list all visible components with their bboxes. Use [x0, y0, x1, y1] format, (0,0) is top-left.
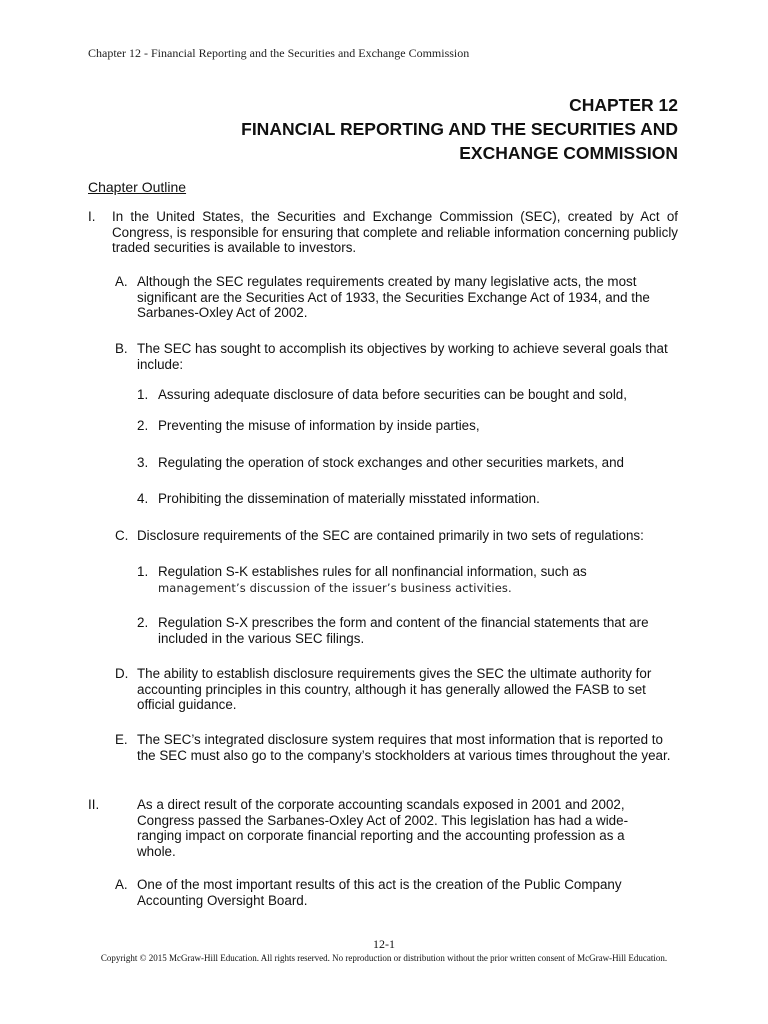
item-number: 2.: [137, 615, 149, 630]
outline-item-II-A: [115, 877, 655, 908]
copyright-notice: Copyright © 2015 McGraw-Hill Education. All rights reserved. No reproduction or distribution without the prior written consent of McGraw-Hill Education.: [100, 953, 668, 963]
item-text: The ability to establish disclosure requirements gives the SEC the ultimate authority for accounting principles in this country, although it has generally allowed the FASB to set official guidance.: [137, 666, 652, 712]
item-number: 3.: [137, 455, 149, 470]
item-number: C.: [115, 528, 129, 543]
item-text: Regulating the operation of stock exchanges and other securities markets, and: [158, 455, 624, 470]
item-text: The SEC’s integrated disclosure system requires that most information that is reported to the SEC must also go to the company’s stockholders at various times throughout the year.: [137, 732, 671, 763]
item-number: A.: [115, 274, 128, 289]
item-text: In the United States, the Securities and Exchange Commission (SEC), created by Act of Congress, is responsible for ensuring that complete and reliable information concerning publicly traded securities is available to investors.: [112, 209, 678, 255]
item-text: Disclosure requirements of the SEC are contained primarily in two sets of regulations:: [137, 528, 644, 543]
outline-item-I-C-2: [137, 615, 677, 646]
item-text: As a direct result of the corporate accounting scandals exposed in 2001 and 2002, Congress passed the Sarbanes-Oxley Act of 2002. This legislation has had a wide-ranging impact on corporate financial reporting and the accounting profession as a whole.: [137, 797, 629, 859]
outline-item-I-C: [115, 528, 675, 544]
chapter-title-line-2: EXCHANGE COMMISSION: [459, 143, 678, 163]
item-number: A.: [115, 877, 128, 892]
outline-item-I-B-4: [137, 491, 677, 507]
outline-item-I-B-3: [137, 455, 677, 471]
outline-item-I-B-1: [137, 387, 677, 403]
item-text: Assuring adequate disclosure of data before securities can be bought and sold,: [158, 387, 627, 402]
item-text: Preventing the misuse of information by inside parties,: [158, 418, 480, 433]
item-number: 2.: [137, 418, 149, 433]
outline-item-I-E: [115, 732, 681, 763]
item-text-line-2: management’s discussion of the issuer’s business activities.: [158, 580, 512, 595]
running-header: Chapter 12 - Financial Reporting and the Securities and Exchange Commission: [88, 46, 470, 60]
item-text: Prohibiting the dissemination of materially misstated information.: [158, 491, 540, 506]
item-number: II.: [88, 797, 100, 812]
item-text: Although the SEC regulates requirements created by many legislative acts, the most significant are the Securities Act of 1933, the Securities Exchange Act of 1934, and the Sarbanes-Oxley Act of 2002.: [137, 274, 650, 320]
outline-item-I-C-1: [137, 564, 677, 596]
outline-item-II: [88, 797, 656, 859]
outline-item-I-B-2: [137, 418, 677, 434]
outline-item-I-A: [115, 274, 675, 321]
item-number: D.: [115, 666, 129, 681]
item-text: The SEC has sought to accomplish its objectives by working to achieve several goals that include:: [137, 341, 668, 372]
item-text: [158, 564, 677, 596]
chapter-title: [118, 93, 678, 165]
outline-item-I: [88, 209, 678, 256]
chapter-title-line-1: FINANCIAL REPORTING AND THE SECURITIES AND: [241, 119, 678, 139]
outline-heading: Chapter Outline: [88, 179, 187, 195]
item-number: E.: [115, 732, 128, 747]
item-number: 1.: [137, 387, 149, 402]
item-number: 4.: [137, 491, 149, 506]
item-number: I.: [88, 209, 96, 224]
item-number: B.: [115, 341, 128, 356]
chapter-number: CHAPTER 12: [569, 95, 678, 115]
item-number: 1.: [137, 564, 149, 579]
outline-item-I-D: [115, 666, 680, 713]
page-number: 12-1: [373, 937, 395, 951]
item-text: One of the most important results of this act is the creation of the Public Company Accounting Oversight Board.: [137, 877, 622, 908]
item-text: Regulation S-X prescribes the form and content of the financial statements that are included in the various SEC filings.: [158, 615, 649, 646]
item-text-line-1: Regulation S-K establishes rules for all nonfinancial information, such as: [158, 564, 587, 579]
outline-item-I-B: [115, 341, 675, 372]
